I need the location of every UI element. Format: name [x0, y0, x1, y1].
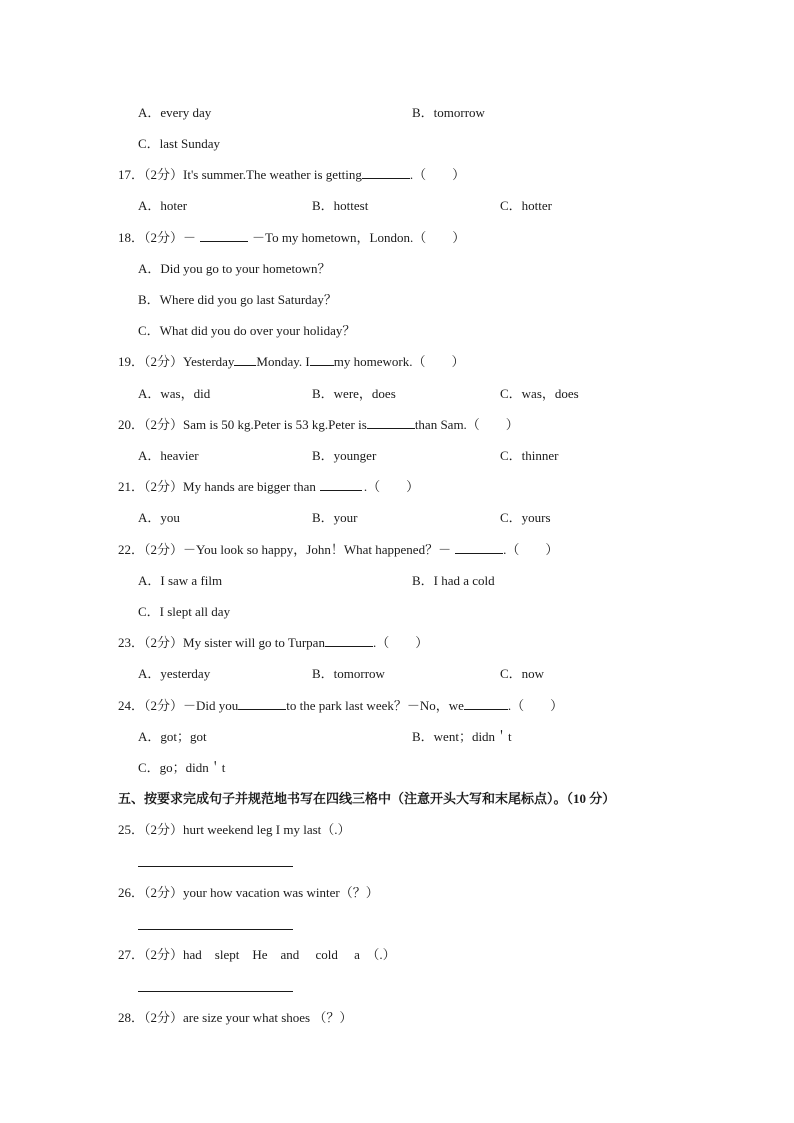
question-number: 28．（2分）: [118, 1010, 184, 1025]
question-17: [118, 166, 465, 184]
q21-option-b[interactable]: B．your: [312, 510, 358, 525]
answer-blank[interactable]: [464, 697, 508, 710]
answer-blank[interactable]: [362, 166, 410, 179]
q17-option-a[interactable]: A．hoter: [138, 198, 188, 213]
question-text: My sister will go to Turpan: [183, 635, 325, 650]
question-21: [118, 478, 419, 496]
q23-option-c[interactable]: C．now: [500, 666, 545, 681]
question-number: 18．（2分）: [118, 230, 184, 245]
question-27: [118, 946, 396, 964]
q17-option-c[interactable]: C．hotter: [500, 198, 552, 213]
answer-line[interactable]: [138, 866, 293, 867]
question-number: 24．（2分）: [118, 698, 184, 713]
question-text: Yesterday: [183, 354, 235, 369]
answer-paren: .（ ）: [507, 698, 564, 713]
q19-option-b[interactable]: B．were，does: [312, 386, 396, 401]
q21-option-a[interactable]: A．you: [138, 510, 180, 525]
answer-paren: .（ ）: [503, 542, 559, 557]
q23-option-b[interactable]: B．tomorrow: [312, 666, 385, 681]
question-28: [118, 1009, 352, 1027]
question-number: 20．（2分）: [118, 417, 184, 432]
question-text: Monday. I: [256, 354, 310, 369]
question-24: [118, 697, 563, 715]
question-number: 27．（2分）: [118, 947, 184, 962]
question-number: 25．（2分）: [118, 822, 184, 837]
question-number: 21．（2分）: [118, 479, 184, 494]
answer-blank[interactable]: [238, 697, 286, 710]
question-text: Sam is 50 kg.Peter is 53 kg.Peter is: [183, 417, 367, 432]
q22-option-a[interactable]: A．I saw a film: [138, 573, 223, 588]
question-text: had slept He and cold a （.）: [183, 947, 396, 962]
q24-option-b[interactable]: B．went；didn＇t: [412, 729, 512, 744]
q19-option-c[interactable]: C．was，does: [500, 386, 579, 401]
q18-option-b[interactable]: B．Where did you go last Saturday？: [138, 292, 337, 307]
answer-paren: .（ ）: [372, 635, 429, 650]
answer-blank[interactable]: [200, 229, 248, 242]
answer-blank[interactable]: [455, 541, 503, 554]
question-number: 23．（2分）: [118, 635, 184, 650]
dash: －: [183, 230, 197, 245]
question-26: [118, 884, 379, 902]
question-25: [118, 821, 351, 839]
question-number: 26．（2分）: [118, 885, 184, 900]
question-text: hurt weekend leg I my last（.）: [183, 822, 351, 837]
question-text: －Did you: [183, 698, 239, 713]
q18-option-c[interactable]: C．What did you do over your holiday？: [138, 323, 356, 338]
question-number: 17．（2分）: [118, 167, 184, 182]
answer-line[interactable]: [138, 929, 293, 930]
q20-option-a[interactable]: A．heavier: [138, 448, 199, 463]
q16-option-b[interactable]: B．tomorrow: [412, 105, 485, 120]
question-text: are size your what shoes （？）: [183, 1010, 353, 1025]
q17-option-b[interactable]: B．hottest: [312, 198, 369, 213]
answer-line[interactable]: [138, 991, 293, 992]
question-22: [118, 541, 558, 559]
question-text: to the park last week？－No，we: [286, 698, 464, 713]
q22-option-b[interactable]: B．I had a cold: [412, 573, 495, 588]
question-text: your how vacation was winter（？）: [183, 885, 379, 900]
question-text: －You look so happy，John！What happened？－: [183, 542, 452, 557]
q20-option-c[interactable]: C．thinner: [500, 448, 559, 463]
question-text: It's summer.The weather is getting: [183, 167, 362, 182]
q19-option-a[interactable]: A．was，did: [138, 386, 211, 401]
question-number: 19．（2分）: [118, 354, 184, 369]
answer-blank[interactable]: [234, 353, 256, 366]
q18-option-a[interactable]: A．Did you go to your hometown？: [138, 261, 331, 276]
answer-blank[interactable]: [310, 353, 334, 366]
question-text: －To my hometown，London.（ ）: [252, 230, 466, 245]
question-19: [118, 353, 464, 371]
question-text: my homework.（ ）: [333, 354, 465, 369]
question-text: My hands are bigger than: [183, 479, 316, 494]
q22-option-c[interactable]: C．I slept all day: [138, 604, 231, 619]
answer-paren: .（ ）: [409, 167, 466, 182]
section-5-heading: 五、按要求完成句子并规范地书写在四线三格中（注意开头大写和末尾标点）。（10 分）: [118, 791, 616, 806]
question-text: than Sam.（ ）: [414, 417, 519, 432]
answer-blank[interactable]: [320, 478, 362, 491]
q20-option-b[interactable]: B．younger: [312, 448, 377, 463]
q24-option-a[interactable]: A．got；got: [138, 729, 207, 744]
q16-option-c[interactable]: C．last Sunday: [138, 136, 220, 151]
question-18: [118, 229, 465, 247]
q21-option-c[interactable]: C．yours: [500, 510, 551, 525]
question-23: [118, 634, 428, 652]
q24-option-c[interactable]: C．go；didn＇t: [138, 760, 226, 775]
q23-option-a[interactable]: A．yesterday: [138, 666, 211, 681]
answer-blank[interactable]: [325, 634, 373, 647]
q16-option-a[interactable]: A．every day: [138, 105, 212, 120]
question-20: [118, 416, 519, 434]
answer-blank[interactable]: [367, 416, 415, 429]
question-number: 22．（2分）: [118, 542, 184, 557]
answer-paren: .（ ）: [363, 479, 420, 494]
